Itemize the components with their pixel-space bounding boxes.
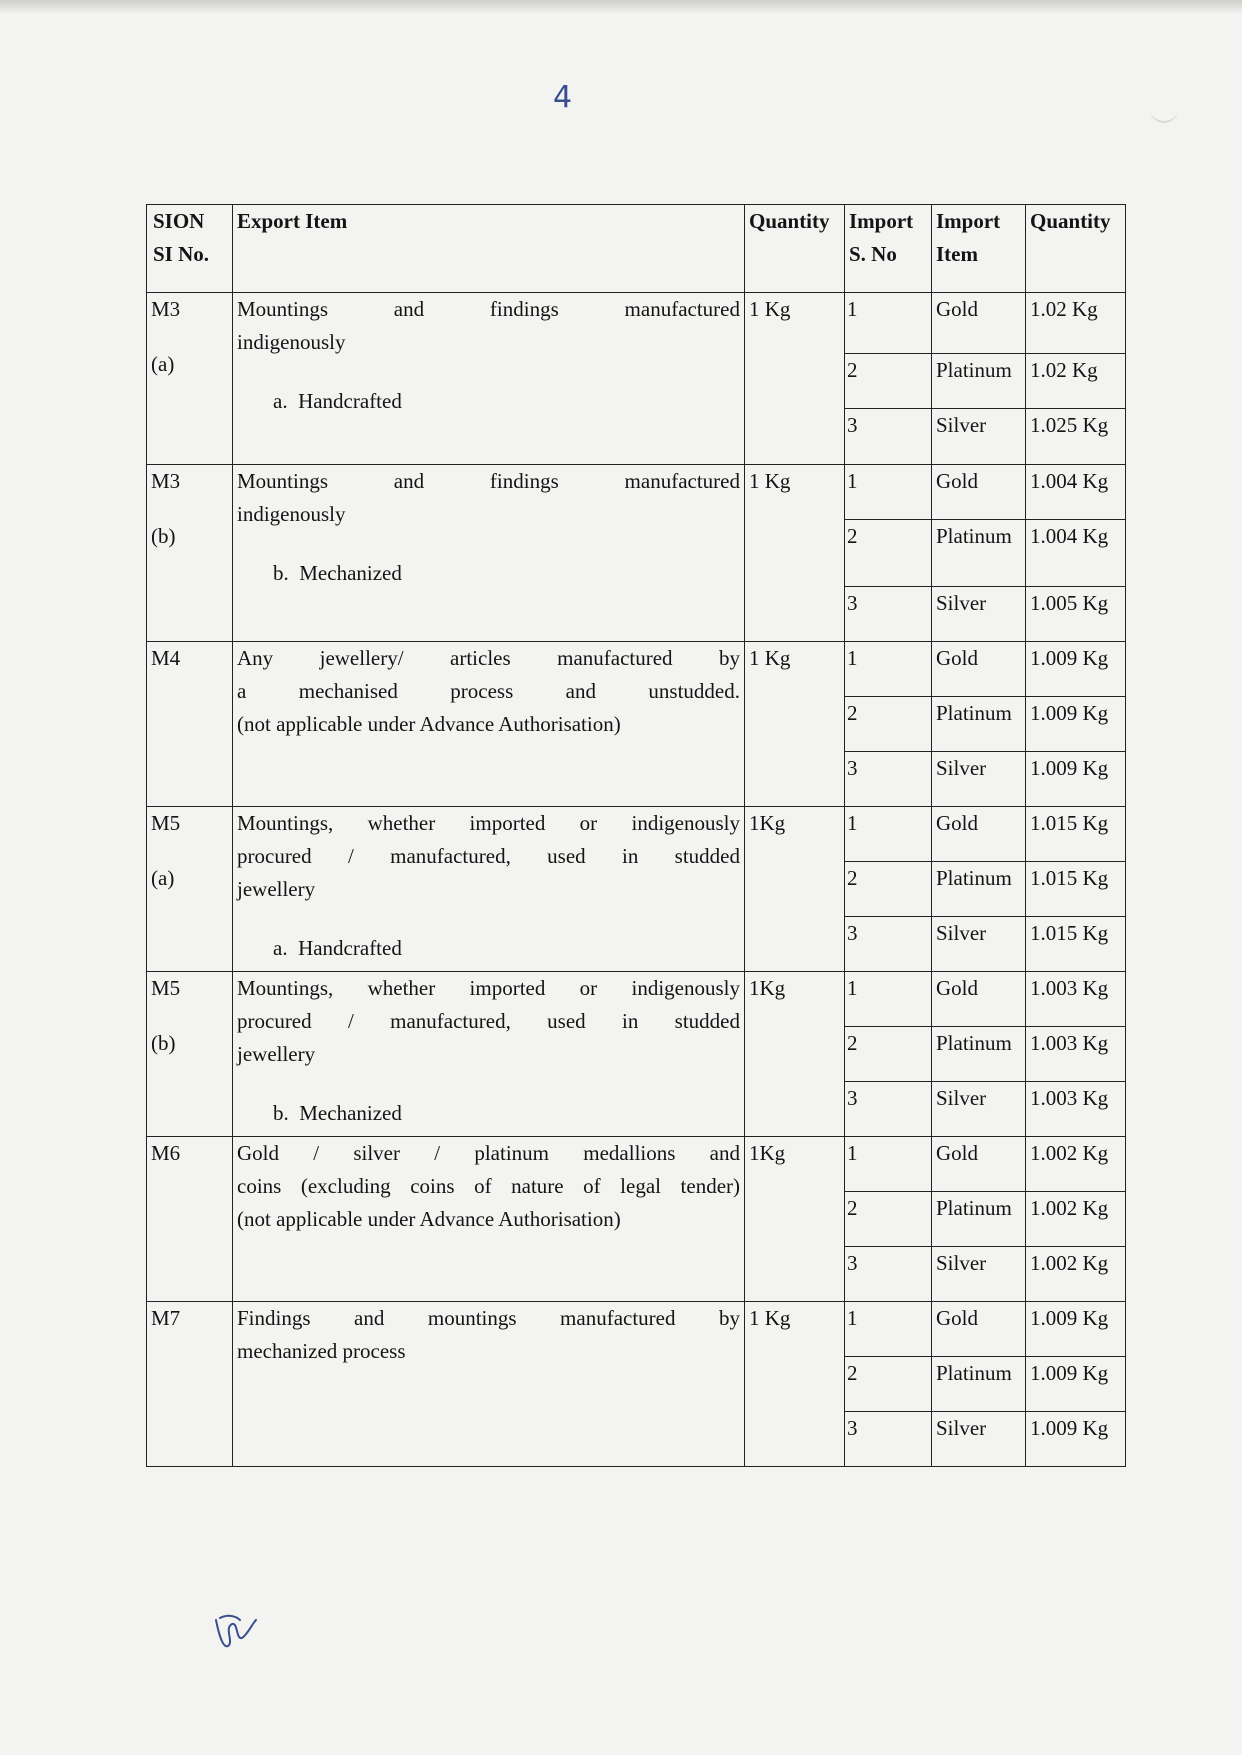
import-quantity-cell: 1.005 Kg xyxy=(1026,587,1126,642)
import-item-cell: Silver xyxy=(932,1247,1026,1302)
export-item-line: procured / manufactured, used in studded xyxy=(237,844,740,868)
import-sno-cell: 1 xyxy=(845,972,932,1027)
import-item-cell: Platinum xyxy=(932,520,1026,587)
import-sno-cell: 3 xyxy=(845,917,932,972)
import-sno-cell: 3 xyxy=(845,1082,932,1137)
import-item-cell: Gold xyxy=(932,807,1026,862)
export-quantity-cell: 1 Kg xyxy=(745,293,845,465)
import-item-cell: Gold xyxy=(932,1302,1026,1357)
export-item-line: coins (excluding coins of nature of legal tender) xyxy=(237,1174,740,1198)
import-quantity-cell: 1.003 Kg xyxy=(1026,972,1126,1027)
import-quantity-cell: 1.015 Kg xyxy=(1026,807,1126,862)
export-item-line: mechanized process xyxy=(237,1339,406,1363)
import-quantity-cell: 1.002 Kg xyxy=(1026,1192,1126,1247)
import-item-cell: Platinum xyxy=(932,862,1026,917)
import-item-cell: Silver xyxy=(932,587,1026,642)
import-quantity-cell: 1.015 Kg xyxy=(1026,862,1126,917)
table-row xyxy=(147,972,1126,1027)
export-item-line: jewellery xyxy=(237,1042,316,1066)
import-quantity-cell: 1.009 Kg xyxy=(1026,642,1126,697)
export-quantity-cell: 1 Kg xyxy=(745,1302,845,1467)
export-item-line: Findings and mountings manufactured by xyxy=(237,1306,740,1330)
import-quantity-cell: 1.003 Kg xyxy=(1026,1027,1126,1082)
export-quantity-cell: 1Kg xyxy=(745,972,845,1137)
export-quantity-cell: 1Kg xyxy=(745,1137,845,1302)
import-quantity-cell: 1.009 Kg xyxy=(1026,1357,1126,1412)
import-quantity-cell: 1.02 Kg xyxy=(1026,354,1126,409)
export-item-line: (not applicable under Advance Authorisation) xyxy=(237,712,621,736)
export-item-subtype: b. Mechanized xyxy=(273,1101,402,1125)
import-quantity-cell: 1.02 Kg xyxy=(1026,293,1126,354)
import-item-cell: Silver xyxy=(932,752,1026,807)
import-quantity-cell: 1.009 Kg xyxy=(1026,1412,1126,1467)
export-item-cell xyxy=(233,642,745,807)
header-sion: SION SI No. xyxy=(147,205,233,293)
import-sno-cell: 2 xyxy=(845,862,932,917)
import-item-cell: Platinum xyxy=(932,697,1026,752)
sion-cell xyxy=(147,807,233,972)
table-header-row xyxy=(147,205,1126,293)
import-sno-cell: 1 xyxy=(845,465,932,520)
sion-subcode: (a) xyxy=(151,352,175,376)
sion-subcode: (b) xyxy=(151,1031,176,1055)
import-item-cell: Platinum xyxy=(932,354,1026,409)
export-item-line: Mountings, whether imported or indigenously xyxy=(237,976,740,1000)
import-item-cell: Gold xyxy=(932,293,1026,354)
import-quantity-cell: 1.009 Kg xyxy=(1026,1302,1126,1357)
import-quantity-cell: 1.004 Kg xyxy=(1026,520,1126,587)
import-sno-cell: 2 xyxy=(845,1192,932,1247)
header-export-item: Export Item xyxy=(233,205,745,293)
import-quantity-cell: 1.004 Kg xyxy=(1026,465,1126,520)
import-sno-cell: 3 xyxy=(845,1247,932,1302)
export-item-cell xyxy=(233,1302,745,1467)
import-item-cell: Silver xyxy=(932,917,1026,972)
export-quantity-cell: 1 Kg xyxy=(745,465,845,642)
export-item-line: indigenously xyxy=(237,502,346,526)
export-item-cell xyxy=(233,1137,745,1302)
table-row xyxy=(147,293,1126,354)
import-quantity-cell: 1.009 Kg xyxy=(1026,697,1126,752)
import-item-cell: Silver xyxy=(932,409,1026,465)
sion-code: M3 xyxy=(151,297,181,321)
sion-code: M7 xyxy=(151,1306,181,1330)
import-item-cell: Gold xyxy=(932,642,1026,697)
import-quantity-cell: 1.009 Kg xyxy=(1026,752,1126,807)
sion-subcode: (b) xyxy=(151,524,176,548)
scan-artifact xyxy=(1150,105,1178,123)
import-sno-cell: 2 xyxy=(845,697,932,752)
import-sno-cell: 3 xyxy=(845,752,932,807)
export-item-subtype: a. Handcrafted xyxy=(273,389,402,413)
import-sno-cell: 3 xyxy=(845,409,932,465)
export-item-subtype: a. Handcrafted xyxy=(273,936,402,960)
export-item-line: Mountings and findings manufactured xyxy=(237,469,740,493)
export-item-line: procured / manufactured, used in studded xyxy=(237,1009,740,1033)
sion-cell xyxy=(147,972,233,1137)
sion-table xyxy=(146,204,1126,1467)
table-row xyxy=(147,1302,1126,1357)
header-import-quantity: Quantity xyxy=(1026,205,1126,293)
export-item-line: (not applicable under Advance Authorisation) xyxy=(237,1207,621,1231)
import-sno-cell: 3 xyxy=(845,587,932,642)
table-row xyxy=(147,1137,1126,1192)
sion-code: M3 xyxy=(151,469,181,493)
import-item-cell: Platinum xyxy=(932,1027,1026,1082)
table-row xyxy=(147,642,1126,697)
export-item-line: Any jewellery/ articles manufactured by xyxy=(237,646,740,670)
import-quantity-cell: 1.002 Kg xyxy=(1026,1247,1126,1302)
page-number: 4 xyxy=(553,80,573,115)
scan-edge xyxy=(0,0,1242,14)
sion-cell xyxy=(147,642,233,807)
export-item-line: indigenously xyxy=(237,330,346,354)
sion-code: M5 xyxy=(151,976,181,1000)
sion-cell xyxy=(147,465,233,642)
export-item-cell xyxy=(233,465,745,642)
export-item-cell xyxy=(233,972,745,1137)
export-item-line: Mountings and findings manufactured xyxy=(237,297,740,321)
import-sno-cell: 1 xyxy=(845,1302,932,1357)
import-quantity-cell: 1.015 Kg xyxy=(1026,917,1126,972)
export-item-line: Gold / silver / platinum medallions and xyxy=(237,1141,740,1165)
import-quantity-cell: 1.025 Kg xyxy=(1026,409,1126,465)
import-sno-cell: 2 xyxy=(845,354,932,409)
import-quantity-cell: 1.003 Kg xyxy=(1026,1082,1126,1137)
header-import-item: Import Item xyxy=(932,205,1026,293)
sion-code: M6 xyxy=(151,1141,181,1165)
sion-cell xyxy=(147,1302,233,1467)
sion-subcode: (a) xyxy=(151,866,175,890)
import-sno-cell: 1 xyxy=(845,1137,932,1192)
initials-signature xyxy=(210,1610,258,1652)
export-item-subtype: b. Mechanized xyxy=(273,561,402,585)
sion-code: M5 xyxy=(151,811,181,835)
import-item-cell: Platinum xyxy=(932,1357,1026,1412)
sion-code: M4 xyxy=(151,646,181,670)
import-sno-cell: 2 xyxy=(845,520,932,587)
import-sno-cell: 2 xyxy=(845,1027,932,1082)
table-row xyxy=(147,465,1126,520)
export-item-cell xyxy=(233,293,745,465)
import-sno-cell: 1 xyxy=(845,807,932,862)
header-import-sno: Import S. No xyxy=(845,205,932,293)
export-item-cell xyxy=(233,807,745,972)
import-item-cell: Silver xyxy=(932,1412,1026,1467)
import-sno-cell: 1 xyxy=(845,293,932,354)
export-item-line: a mechanised process and unstudded. xyxy=(237,679,740,703)
import-item-cell: Silver xyxy=(932,1082,1026,1137)
import-quantity-cell: 1.002 Kg xyxy=(1026,1137,1126,1192)
import-sno-cell: 2 xyxy=(845,1357,932,1412)
export-quantity-cell: 1 Kg xyxy=(745,642,845,807)
export-item-line: jewellery xyxy=(237,877,316,901)
sion-cell xyxy=(147,1137,233,1302)
export-item-line: Mountings, whether imported or indigenously xyxy=(237,811,740,835)
table-row xyxy=(147,807,1126,862)
import-item-cell: Platinum xyxy=(932,1192,1026,1247)
import-item-cell: Gold xyxy=(932,972,1026,1027)
header-quantity: Quantity xyxy=(745,205,845,293)
import-item-cell: Gold xyxy=(932,465,1026,520)
export-quantity-cell: 1Kg xyxy=(745,807,845,972)
sion-cell xyxy=(147,293,233,465)
import-item-cell: Gold xyxy=(932,1137,1026,1192)
import-sno-cell: 1 xyxy=(845,642,932,697)
import-sno-cell: 3 xyxy=(845,1412,932,1467)
